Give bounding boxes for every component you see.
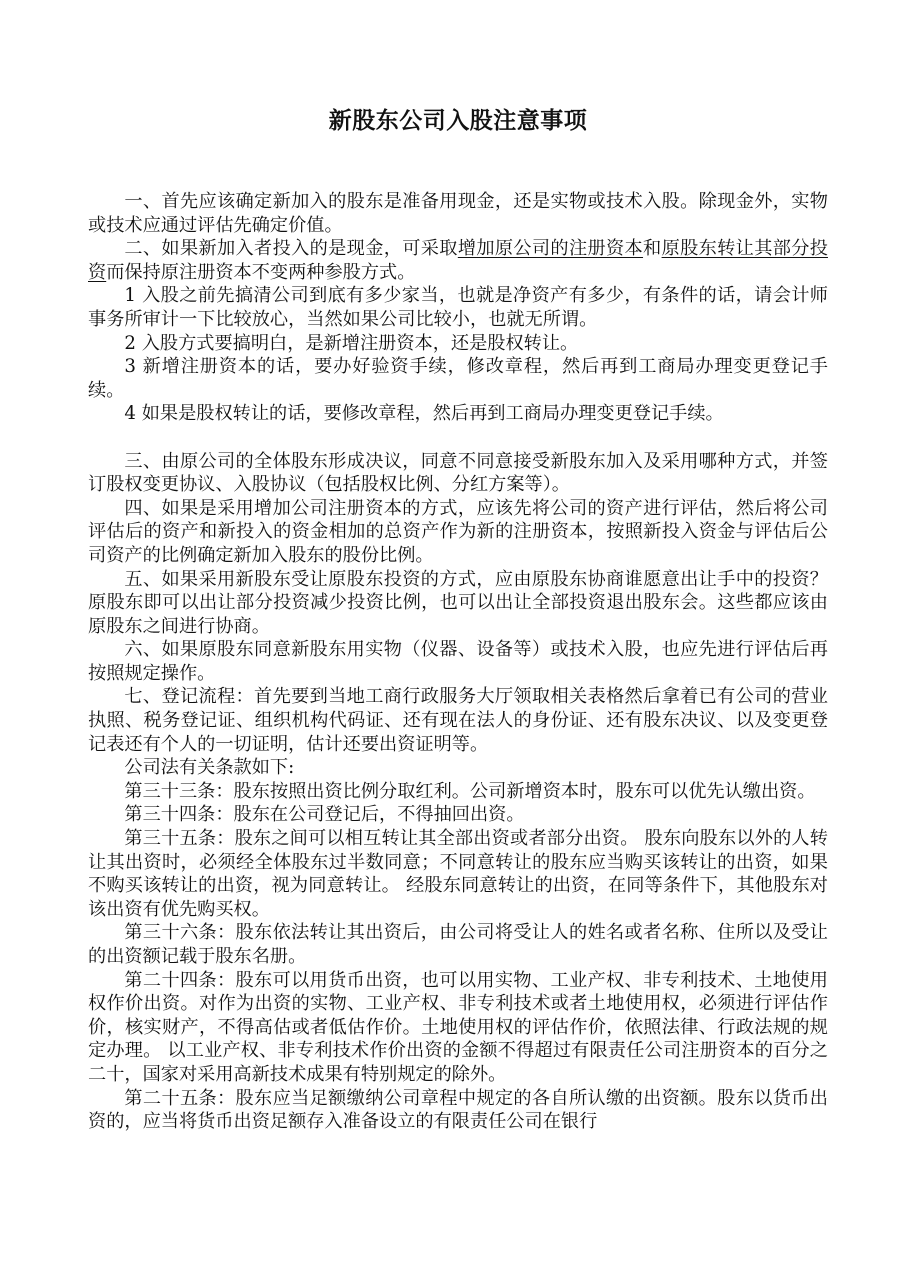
paragraph-7: 三、由原公司的全体股东形成决议，同意不同意接受新股东加入及采用哪种方式，并签订股权变更协议、入股协议（包括股权比例、分红方案等）。 bbox=[88, 450, 828, 496]
paragraph-5: 3 新增注册资本的话，要办好验资手续，修改章程，然后再到工商局办理变更登记手续。 bbox=[88, 356, 828, 401]
paragraph-2-text-a: 二、如果新加入者投入的是现金，可采取 bbox=[124, 238, 458, 260]
paragraph-3: 1 入股之前先搞清公司到底有多少家当，也就是净资产有多少，有条件的话，请会计师事务所审计一下比较放心，当然如果公司比较小，也就无所谓。 bbox=[88, 285, 828, 330]
paragraph-1: 一、首先应该确定新加入的股东是准备用现金，还是实物或技术入股。除现金外，实物或技术应通过评估先确定价值。 bbox=[88, 191, 828, 236]
paragraph-9: 五、如果采用新股东受让原股东投资的方式，应由原股东协商谁愿意出让手中的投资？原股东即可以出让部分投资减少投资比例，也可以出让全部投资退出股东会。这些都应该由原股东之间进行协商。 bbox=[88, 568, 828, 637]
paragraph-13: 第三十三条：股东按照出资比例分取红利。公司新增资本时，股东可以优先认缴出资。 bbox=[124, 780, 816, 802]
paragraph-8: 四、如果是采用增加公司注册资本的方式，应该先将公司的资产进行评估，然后将公司评估后的资产和新投入的资金相加的总资产作为新的注册资本，按照新投入资金与评估后公司资产的比例确定新加入股东的股份比例。 bbox=[88, 497, 828, 566]
paragraph-17: 第二十四条：股东可以用货币出资，也可以用实物、工业产权、非专利技术、土地使用权作价出资。对作为出资的实物、工业产权、非专利技术或者土地使用权，必须进行评估作价，核实财产，不得高估或者低估作价。土地使用权的评估作价，依照法律、行政法规的规定办理。 以工业产权、非专利技术作价出资的金额不得超过有限责任公司注册资本的百分之二十，国家对采用高新技术成果有特别规定的除外。 bbox=[88, 969, 828, 1085]
document-body bbox=[88, 190, 828, 1134]
paragraph-6: 4 如果是股权转让的话，要修改章程，然后再到工商局办理变更登记手续。 bbox=[124, 403, 724, 425]
paragraph-4: 2 入股方式要搞明白，是新增注册资本，还是股权转让。 bbox=[124, 332, 579, 354]
link-increase-registered-capital[interactable]: 增加原公司的注册资本 bbox=[457, 238, 644, 260]
paragraph-16: 第三十六条：股东依法转让其出资后，由公司将受让人的姓名或者名称、住所以及受让的出资额记载于股东名册。 bbox=[88, 922, 828, 967]
document-title: 新股东公司入股注意事项 bbox=[328, 107, 588, 134]
paragraph-10: 六、如果原股东同意新股东用实物（仪器、设备等）或技术入股，也应先进行评估后再按照规定操作。 bbox=[88, 639, 828, 684]
paragraph-2-text-b: 和 bbox=[643, 238, 662, 260]
link-transfer-partial-investment[interactable]: 原股东转让其部分投资 bbox=[88, 238, 828, 283]
paragraph-12: 公司法有关条款如下: bbox=[124, 757, 295, 779]
paragraph-14: 第三十四条：股东在公司登记后，不得抽回出资。 bbox=[124, 804, 525, 826]
paragraph-15: 第三十五条：股东之间可以相互转让其全部出资或者部分出资。 股东向股东以外的人转让其出资时，必须经全体股东过半数同意；不同意转让的股东应当购买该转让的出资，如果不购买该转让的出资，视为同意转让。 经股东同意转让的出资，在同等条件下，其他股东对该出资有优先购买权。 bbox=[88, 828, 828, 920]
paragraph-11: 七、登记流程：首先要到当地工商行政服务大厅领取相关表格然后拿着已有公司的营业执照、税务登记证、组织机构代码证、还有现在法人的身份证、还有股东决议、以及变更登记表还有个人的一切证明，估计还要出资证明等。 bbox=[88, 686, 828, 755]
paragraph-2-text-c: 而保持原注册资本不变两种参股方式。 bbox=[106, 261, 416, 283]
paragraph-18: 第二十五条：股东应当足额缴纳公司章程中规定的各自所认缴的出资额。股东以货币出资的，应当将货币出资足额存入准备设立的有限责任公司在银行 bbox=[88, 1087, 828, 1133]
paragraph-2 bbox=[88, 237, 828, 284]
